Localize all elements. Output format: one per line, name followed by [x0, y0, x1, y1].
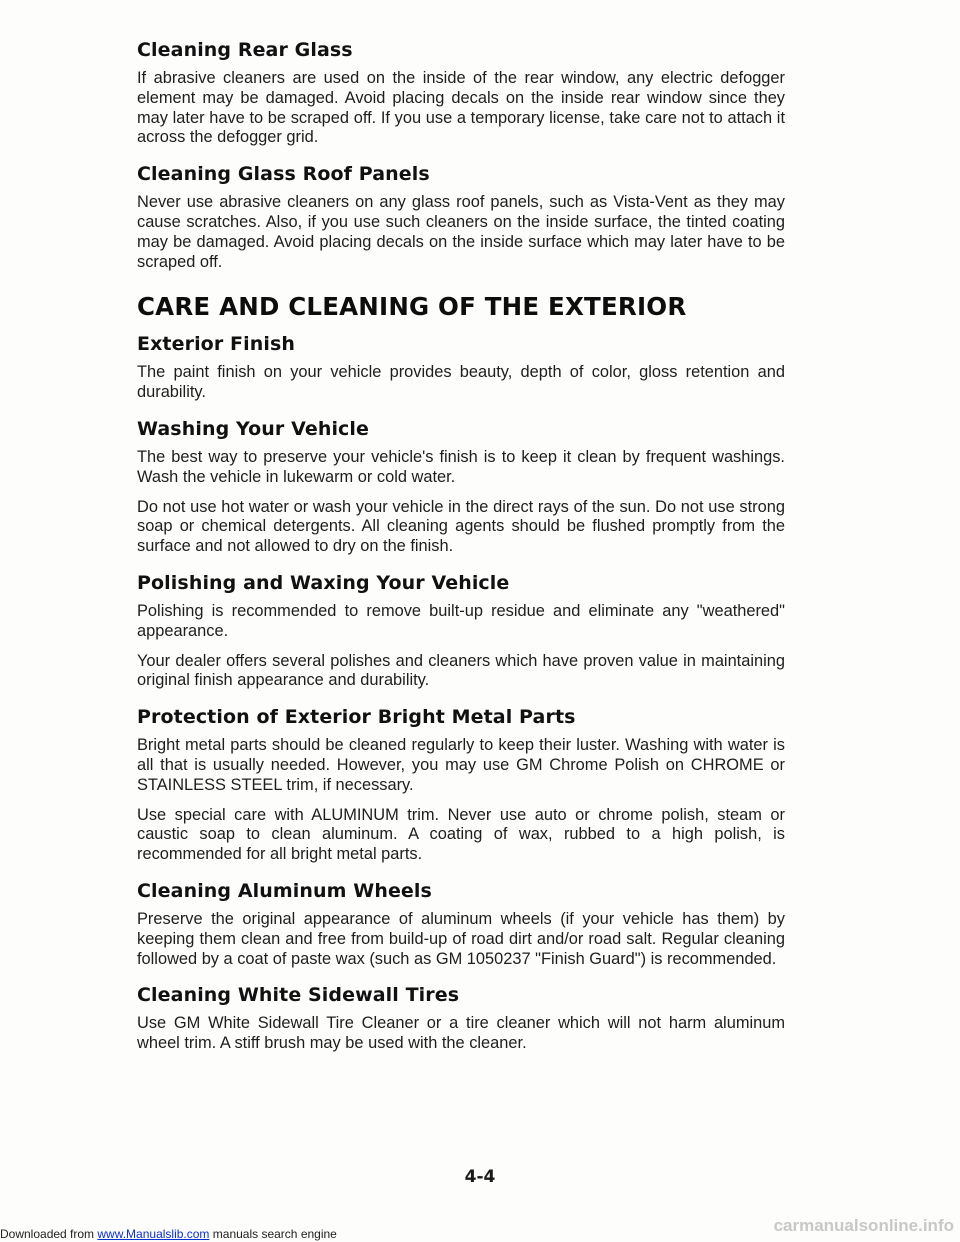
section-heading: Cleaning White Sidewall Tires: [137, 984, 460, 1007]
section-heading: Cleaning Glass Roof Panels: [137, 163, 430, 186]
section-paragraph: The best way to preserve your vehicle's finish is to keep it clean by frequent washings. Wash the vehicle in lukewarm or cold water.: [137, 447, 785, 486]
section-washing-your-vehicle: [137, 417, 785, 557]
section-heading: Exterior Finish: [137, 333, 295, 356]
section-cleaning-glass-roof-panels: [137, 162, 785, 272]
section-heading: Protection of Exterior Bright Metal Parts: [137, 706, 576, 729]
section-cleaning-rear-glass: [137, 38, 785, 148]
section-cleaning-aluminum-wheels: [137, 879, 785, 969]
footer-prefix: Downloaded from: [0, 1227, 98, 1241]
section-heading: Washing Your Vehicle: [137, 417, 370, 440]
section-paragraph: Bright metal parts should be cleaned regularly to keep their luster. Washing with water is all that is usually needed. However, you may use GM Chrome Polish on CHROME or STAINLESS STEEL trim, if necessary.: [137, 736, 785, 794]
watermark: carmanualsonline.info: [773, 1216, 954, 1235]
major-heading: CARE AND CLEANING OF THE EXTERIOR: [137, 292, 687, 322]
section-heading: Cleaning Rear Glass: [137, 39, 353, 61]
section-bright-metal-parts: [137, 705, 785, 865]
download-footer: [0, 1227, 337, 1241]
section-paragraph: Your dealer offers several polishes and cleaners which have proven value in maintaining original finish appearance and durability.: [137, 651, 785, 690]
manualslib-link[interactable]: www.Manualslib.com: [97, 1227, 210, 1241]
page-content: [137, 38, 785, 1064]
section-paragraph: Do not use hot water or wash your vehicle in the direct rays of the sun. Do not use strong soap or chemical detergents. All cleaning agents should be flushed promptly from the surface and not allowed to dry on the finish.: [137, 497, 785, 556]
section-paragraph: Never use abrasive cleaners on any glass roof panels, such as Vista-Vent as they may cause scratches. Also, if you use such cleaners on the inside surface, the tinted coating may be damaged. Avoid placing decals on the inside surface which may later have to be scraped off.: [137, 193, 785, 271]
section-paragraph: Use special care with ALUMINUM trim. Never use auto or chrome polish, steam or caustic soap to clean aluminum. A coating of wax, rubbed to a high polish, is recommended for all bright metal parts.: [137, 805, 785, 864]
section-paragraph: Preserve the original appearance of aluminum wheels (if your vehicle has them) by keeping them clean and free from build-up of road dirt and/or road salt. Regular cleaning followed by a coat of paste wax (such as GM 1050237 "Finish Guard") is recommended.: [137, 909, 785, 968]
section-polishing-and-waxing: [137, 571, 785, 691]
section-exterior-finish: [137, 332, 785, 403]
section-cleaning-white-sidewall-tires: [137, 983, 785, 1054]
section-paragraph: Polishing is recommended to remove built-up residue and eliminate any "weathered" appearance.: [137, 601, 785, 640]
footer-suffix: manuals search engine: [209, 1227, 337, 1241]
section-heading: Cleaning Aluminum Wheels: [137, 879, 432, 902]
page-number: 4-4: [464, 1167, 496, 1187]
section-paragraph: Use GM White Sidewall Tire Cleaner or a tire cleaner which will not harm aluminum wheel trim. A stiff brush may be used with the cleaner.: [137, 1014, 785, 1053]
section-paragraph: If abrasive cleaners are used on the inside of the rear window, any electric defogger element may be damaged. Avoid placing decals on the inside rear window since they may later have to be scraped off. If you use a temporary license, take care not to attach it across the defogger grid.: [137, 69, 785, 147]
section-heading: Polishing and Waxing Your Vehicle: [137, 571, 510, 594]
section-paragraph: The paint finish on your vehicle provides beauty, depth of color, gloss retention and durability.: [137, 363, 785, 402]
